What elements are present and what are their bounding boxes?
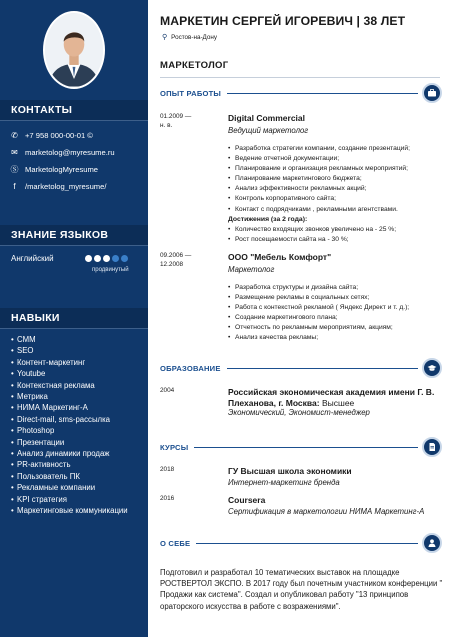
job-role: Ведущий маркетолог (228, 125, 309, 135)
education-section-header (160, 358, 442, 378)
duty-item: • Разработка структуры и дизайна сайта; (228, 283, 444, 293)
duty-item: • Создание маркетингового плана; (228, 313, 444, 323)
header-divider (160, 77, 440, 78)
section-divider (227, 93, 418, 94)
skype-icon: Ⓢ (10, 165, 19, 174)
contact-email[interactable] (10, 144, 138, 161)
company-name: Digital Commercial (228, 113, 305, 123)
education-heading: ОБРАЗОВАНИЕ (160, 363, 221, 373)
duty-item: • Контакт с подрядчиками , рекламными агентствами. (228, 205, 444, 215)
skill-item: • SEO (11, 345, 148, 356)
skill-item: • Photoshop (11, 425, 148, 436)
full-name: МАРКЕТИН СЕРГЕЙ ИГОРЕВИЧ | 38 ЛЕТ (160, 14, 406, 28)
duty-item: • Контроль корпоративного сайта; (228, 194, 444, 204)
courses-section-header (160, 437, 442, 457)
position-title: МАРКЕТОЛОГ (160, 60, 229, 71)
contacts-list (0, 121, 148, 203)
language-level: продвинутый (92, 267, 129, 273)
contact-skype[interactable] (10, 161, 138, 178)
city-text: Ростов-на-Дону (171, 33, 218, 41)
skill-item: • Пользователь ПК (11, 471, 148, 482)
course-name: ГУ Высшая школа экономики (228, 466, 352, 476)
skills-heading: НАВЫКИ (0, 308, 148, 329)
education-level: Высшее (321, 397, 355, 408)
about-heading: О СЕБЕ (160, 538, 191, 548)
course-year: 2018 (160, 466, 175, 473)
duty-item: • Работа с контекстной рекламой ( Яндекс Директ и т. д.); (228, 303, 444, 313)
main-content (148, 0, 450, 637)
section-divider (227, 368, 418, 369)
phone-icon: ✆ (11, 131, 18, 140)
person-portrait-icon (45, 13, 103, 87)
location-pin-icon: ⚲ (162, 34, 168, 41)
about-text: Подготовил и разработал 10 тематических выставок на площадке РОСТВЕРТОЛ ЭКСПО. В 2017 году был почетным участником конференции " Продажи как система". Создал и опубликовал работу "13 принципов ораторского искусства в работе с возражениями". (160, 568, 443, 611)
duty-item: • Планирование и организация рекламных мероприятий; (228, 164, 444, 174)
institution-name: Российская экономическая академия имени Г. В. Плеханова, г. Москва: (228, 387, 435, 408)
rating-dot (112, 255, 119, 262)
document-icon (422, 437, 442, 457)
achievements-list (228, 225, 444, 245)
rating-dot (94, 255, 101, 262)
graduation-cap-icon (422, 358, 442, 378)
entry-date (160, 252, 220, 269)
duty-item: • Разработка стратегии компании, создание презентаций; (228, 144, 444, 154)
contacts-heading: КОНТАКТЫ (0, 100, 148, 121)
rating-dot (85, 255, 92, 262)
contact-facebook[interactable] (10, 178, 138, 195)
skill-item: • НИМА Маркетинг-А (11, 402, 148, 413)
rating-dot (103, 255, 110, 262)
contact-phone-text: +7 958 000-00-01 © (25, 131, 93, 140)
course-detail: Интернет-маркетинг бренда (228, 477, 340, 487)
achievement-item: • Рост посещаемости сайта на - 30 %; (228, 235, 444, 245)
skill-item: • Контекстная реклама (11, 380, 148, 391)
skill-item: • PR-активность (11, 459, 148, 470)
entry-date-text: 01.2009 — н. в. (160, 113, 192, 129)
entry-date (160, 113, 220, 130)
entry-date-text: 09.2006 — 12.2008 (160, 252, 192, 268)
skill-item: • Метрика (11, 391, 148, 402)
contact-skype-text: MarketologMyresume (25, 165, 99, 174)
skill-item: • Анализ динамики продаж (11, 448, 148, 459)
skill-item: • Маркетинговые коммуникации (11, 505, 148, 516)
entry-body (228, 495, 444, 517)
course-name: Coursera (228, 495, 266, 505)
briefcase-icon (422, 83, 442, 103)
skill-item: • Контент-маркетинг (11, 357, 148, 368)
duty-item: • Анализ эффективности рекламных акций; (228, 184, 444, 194)
company-name: ООО "Мебель Комфорт" (228, 252, 332, 262)
course-detail: Сертификация в маркетологии НИМА Маркетинг-А (228, 506, 425, 516)
entry-body (228, 252, 444, 344)
skill-item: • Рекламные компании (11, 482, 148, 493)
duty-item: • Планирование маркетингового бюджета; (228, 174, 444, 184)
education-year: 2004 (160, 387, 175, 394)
entry-body (228, 466, 444, 488)
duty-item: • Анализ качества рекламы; (228, 333, 444, 343)
skill-item: • CMM (11, 334, 148, 345)
duty-item: • Отчетность по рекламным мероприятиям, акциям; (228, 323, 444, 333)
language-row (0, 246, 148, 278)
person-icon (422, 533, 442, 553)
entry-body (228, 387, 444, 419)
courses-heading: КУРСЫ (160, 442, 189, 452)
facebook-icon: f (13, 182, 16, 191)
profile-photo (43, 11, 105, 89)
languages-heading: ЗНАНИЕ ЯЗЫКОВ (0, 225, 148, 246)
duties-list (228, 144, 444, 215)
duty-item: • Ведение отчетной документации; (228, 154, 444, 164)
entry-body (228, 113, 444, 245)
experience-heading: ОПЫТ РАБОТЫ (160, 88, 222, 98)
achievements-title: Достижения (за 2 года): (228, 215, 308, 223)
education-specialty: Экономический, Экономист-менеджер (228, 408, 370, 417)
contact-facebook-text: /marketolog_myresume/ (25, 182, 107, 191)
skill-item: • Презентации (11, 437, 148, 448)
section-divider (196, 543, 418, 544)
language-rating (85, 255, 130, 262)
rating-dot (121, 255, 128, 262)
achievement-item: • Количество входящих звонков увеличено на - 25 %; (228, 225, 444, 235)
section-divider (194, 447, 418, 448)
institution-line (228, 387, 444, 408)
skill-item: • Youtube (11, 368, 148, 379)
course-year: 2016 (160, 495, 175, 502)
skill-item: • Direct-mail, sms-рассылка (11, 414, 148, 425)
duties-list (228, 283, 444, 344)
language-name: Английский (11, 254, 54, 263)
mail-icon: ✉ (11, 148, 18, 157)
experience-section-header (160, 83, 442, 103)
job-role: Маркетолог (228, 264, 275, 274)
contact-email-text: marketolog@myresume.ru (25, 148, 115, 157)
skills-list (0, 329, 148, 517)
photo-container (0, 0, 148, 100)
skill-item: • KPI стратегия (11, 494, 148, 505)
duty-item: • Размещение рекламы в социальных сетях; (228, 293, 444, 303)
location (162, 33, 217, 41)
contact-phone[interactable] (10, 127, 138, 144)
about-section-header (160, 533, 442, 553)
sidebar (0, 0, 148, 637)
